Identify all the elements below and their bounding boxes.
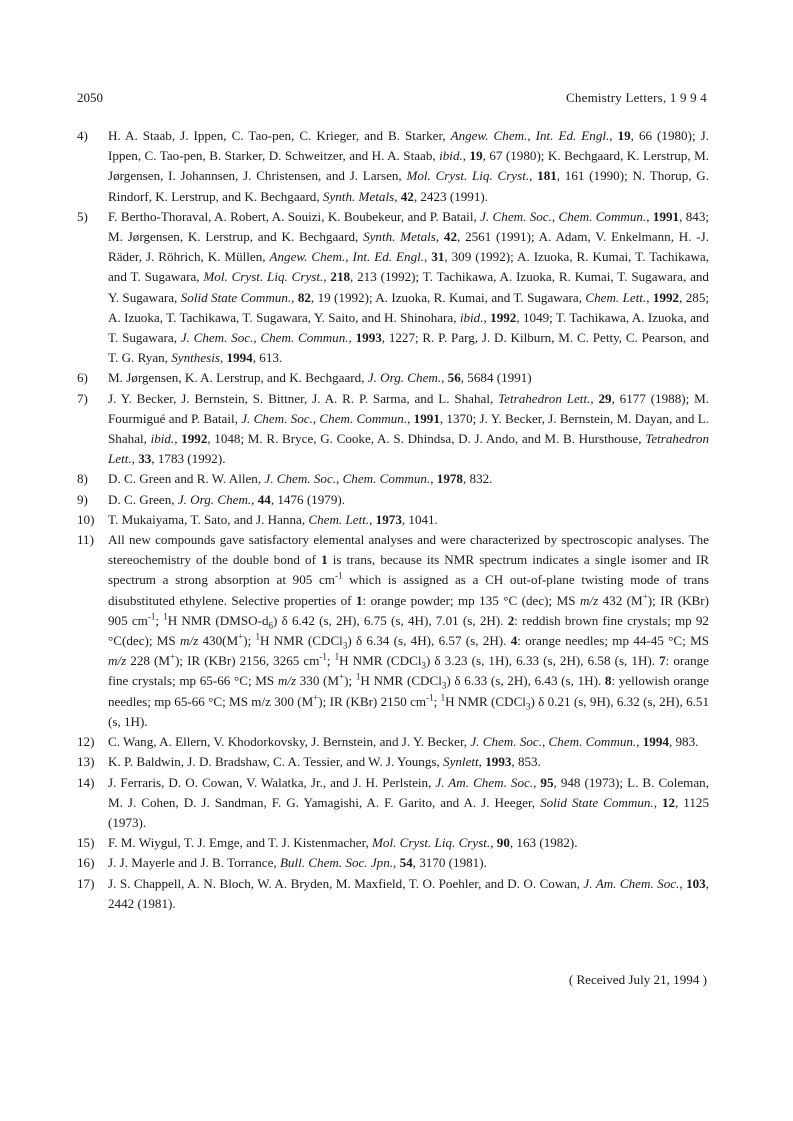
reference-segment: 218 <box>330 269 351 285</box>
reference-segment: + <box>339 672 345 683</box>
reference-segment: , <box>174 431 182 447</box>
reference-segment: , <box>430 471 437 487</box>
reference-segment: , 2442 (1981). <box>108 875 709 911</box>
reference-number: 15) <box>77 835 95 851</box>
reference-segment: ; <box>326 653 335 669</box>
reference-segment: , <box>441 370 448 386</box>
reference-segment: : yellowish orange needles; mp 65-66 °C; MS m/z 300 (M <box>108 673 709 709</box>
reference-segment: -1 <box>147 611 156 622</box>
reference-segment: 56 <box>447 370 461 386</box>
reference-segment: 3 <box>525 701 531 712</box>
reference-text <box>108 833 709 853</box>
reference-segment: ); <box>344 673 356 689</box>
reference-segment: , 285; A. Izuoka, T. Tachikawa, T. Sugawara, Y. Saito, and H. Shinohara, <box>108 289 710 325</box>
reference-number: 14) <box>77 774 95 790</box>
reference-segment: ; <box>155 612 164 628</box>
reference-segment: 4 <box>510 633 518 649</box>
reference-segment: 7 <box>659 653 666 669</box>
reference-segment: 181 <box>537 168 557 184</box>
reference-segment: , <box>646 289 653 305</box>
reference-segment: 8 <box>604 673 612 689</box>
reference-segment: , <box>590 390 599 406</box>
reference-segment: Synthesis <box>171 350 220 366</box>
reference-segment: is trans, because its NMR spectrum indicates a single isomer and IR spectrum a strong absorption at 905 cm <box>108 552 709 588</box>
reference-segment: 1991 <box>413 410 440 426</box>
reference-segment: , 983. <box>668 734 699 750</box>
reference-text <box>108 490 709 510</box>
reference-segment: 1994 <box>642 734 669 750</box>
reference-segment: T. Mukaiyama, T. Sato, and J. Hanna, <box>108 511 309 527</box>
reference-segment: -1 <box>426 692 434 703</box>
reference-segment: 42 <box>443 229 458 245</box>
reference-segment: 430(M <box>198 633 239 649</box>
reference-segment: 1993 <box>485 754 512 770</box>
reference-segment: J. Chem. Soc., Chem. Commun. <box>241 410 408 426</box>
reference-segment: ); IR (KBr) 2150 cm <box>318 693 427 709</box>
reference-segment: , <box>462 148 470 164</box>
reference-item <box>77 732 709 752</box>
reference-segment: , 3170 (1981). <box>412 855 487 871</box>
reference-segment: -1 <box>334 571 343 582</box>
reference-segment: C. Wang, A. Ellern, V. Khodorkovsky, J. Bernstein, and J. Y. Becker, <box>108 734 471 750</box>
reference-number: 16) <box>77 855 95 871</box>
reference-segment: H NMR (CDCl <box>339 653 422 669</box>
reference-segment: ) δ 6.34 (s, 4H), 6.57 (s, 2H). <box>347 633 511 649</box>
page-number: 2050 <box>77 90 103 105</box>
reference-segment: Chem. Lett. <box>585 289 647 305</box>
reference-segment: 1992 <box>181 431 208 447</box>
reference-segment: J. Am. Chem. Soc. <box>435 774 534 790</box>
reference-segment: 3 <box>441 681 447 692</box>
reference-segment: , 853. <box>511 754 541 770</box>
reference-segment: , 213 (1992); T. Tachikawa, A. Izuoka, R. Kumai, T. Sugawara, and Y. Sugawara, <box>108 269 709 305</box>
reference-item <box>77 490 709 510</box>
reference-segment: 29 <box>598 390 612 406</box>
reference-segment: 44 <box>257 491 271 507</box>
reference-segment: 33 <box>138 451 152 467</box>
reference-segment: 1 <box>355 592 363 608</box>
reference-segment: , <box>348 330 356 346</box>
reference-item <box>77 510 709 530</box>
reference-segment: Mol. Cryst. Liq. Cryst. <box>406 168 530 184</box>
reference-segment: , 2561 (1991); A. Adam, V. Enkelmann, H. -J. Räder, J. Röhrich, K. Müllen, <box>108 229 710 265</box>
reference-text <box>108 510 709 530</box>
reference-segment: 90 <box>496 835 510 851</box>
reference-segment: J. J. Mayerle and J. B. Torrance, <box>108 855 280 871</box>
reference-number: 11) <box>77 532 94 548</box>
reference-segment: Tetrahedron Lett. <box>108 431 710 467</box>
reference-segment: 2 <box>507 612 515 628</box>
reference-segment: 19 <box>617 128 631 143</box>
reference-segment: , 66 (1980); J. Ippen, C. Tao-pen, B. Starker, D. Schweitzer, and H. A. Staab, <box>108 128 709 164</box>
reference-segment: , <box>609 128 618 143</box>
reference-segment: 6 <box>268 620 274 631</box>
reference-segment: J. Ferraris, D. O. Cowan, V. Walatka, Jr., and J. H. Perlstein, <box>108 774 436 790</box>
reference-number: 5) <box>77 208 88 224</box>
reference-number: 8) <box>77 471 88 487</box>
reference-segment: , <box>646 208 653 224</box>
reference-segment: , 1476 (1979). <box>270 491 346 507</box>
reference-item <box>77 126 709 207</box>
reference-item <box>77 530 709 732</box>
reference-text <box>108 752 709 772</box>
reference-segment: , <box>323 269 331 285</box>
reference-segment: , 2423 (1991). <box>413 188 489 204</box>
reference-number: 17) <box>77 875 95 891</box>
reference-segment: Mol. Cryst. Liq. Cryst. <box>203 269 324 285</box>
reference-segment: , 5684 (1991) <box>460 370 532 386</box>
reference-segment: J. Chem. Soc., Chem. Commun. <box>480 208 647 224</box>
reference-segment: 31 <box>431 249 445 265</box>
reference-segment: ) δ 6.33 (s, 2H), 6.43 (s, 1H). <box>446 673 605 689</box>
reference-segment: , <box>679 875 687 891</box>
reference-segment: , 948 (1973); L. B. Coleman, M. J. Cohen, D. J. Sandman, F. G. Yamagishi, A. F. Garito, and A. J. Heeger, <box>108 774 709 810</box>
reference-item <box>77 773 709 834</box>
reference-segment: 42 <box>400 188 414 204</box>
reference-segment: K. P. Baldwin, J. D. Bradshaw, C. A. Tessier, and W. J. Youngs, <box>108 754 444 770</box>
reference-segment: m/z <box>579 592 599 608</box>
reference-segment: , 1783 (1992). <box>151 451 226 467</box>
reference-segment: m/z <box>277 673 297 689</box>
reference-segment: 432 (M <box>598 592 643 608</box>
reference-segment: H. A. Staab, J. Ippen, C. Tao-pen, C. Krieger, and B. Starker, <box>108 128 451 143</box>
reference-segment: , 1370; J. Y. Becker, J. Bernstein, M. Dayan, and L. Shahal, <box>108 410 709 447</box>
reference-segment: Tetrahedron Lett. <box>498 390 591 406</box>
reference-segment: , <box>407 410 414 426</box>
reference-segment: , 613. <box>252 350 283 366</box>
reference-segment: , 843; M. Jørgensen, K. Lerstrup, and K. Bechgaard, <box>108 208 710 245</box>
reference-segment: , <box>393 855 400 871</box>
reference-segment: : orange fine crystals; mp 65-66 °C; MS <box>108 653 709 689</box>
reference-segment: D. C. Green and R. W. Allen, <box>108 471 265 487</box>
reference-text <box>108 732 709 752</box>
reference-segment: , 161 (1990); N. Thorup, G. Rindorf, K. Lerstrup, and K. Bechgaard, <box>108 168 710 204</box>
reference-text <box>108 853 709 873</box>
reference-segment: 1991 <box>652 208 680 224</box>
reference-segment: H NMR (CDCl <box>445 693 526 709</box>
reference-segment: , <box>369 511 376 527</box>
journal-title: Chemistry Letters, 1 9 9 4 <box>566 90 707 105</box>
reference-segment: , 1227; R. P. Parg, J. D. Kilburn, M. C. Petty, C. Pearson, and T. G. Ryan, <box>108 330 709 366</box>
reference-segment: ) δ 0.21 (s, 9H), 6.32 (s, 2H), 6.51 (s, 1H). <box>108 693 710 729</box>
reference-segment: J. S. Chappell, A. N. Bloch, W. A. Bryden, M. Maxfield, T. O. Poehler, and D. O. Cowan, <box>108 875 584 891</box>
reference-segment: Chem. Lett. <box>308 511 370 527</box>
reference-segment: 82 <box>297 289 311 305</box>
reference-segment: -1 <box>319 651 327 662</box>
reference-segment: ibid. <box>150 431 175 447</box>
reference-segment: Solid State Commun. <box>540 794 654 810</box>
reference-segment: which is assigned as a CH out-of-plane twisting mode of trans disubstituted ethylene. Selective properties of <box>108 572 709 608</box>
reference-text <box>108 126 709 207</box>
reference-segment: 19 <box>469 148 483 164</box>
reference-number: 12) <box>77 734 95 750</box>
reference-segment: ); IR (KBr) 905 cm <box>108 592 709 628</box>
reference-segment: D. C. Green, <box>108 491 178 507</box>
reference-number: 7) <box>77 390 88 406</box>
reference-item <box>77 853 709 873</box>
reference-segment: , 832. <box>462 471 493 487</box>
reference-segment: 1993 <box>355 330 382 346</box>
reference-number: 4) <box>77 128 88 143</box>
reference-segment: , <box>483 309 491 325</box>
reference-segment: J. Am. Chem. Soc. <box>583 875 680 891</box>
reference-segment: H NMR (CDCl <box>360 673 442 689</box>
reference-segment: , <box>478 754 486 770</box>
reference-segment: ); <box>243 633 256 649</box>
reference-segment: Synth. Metals <box>322 188 395 204</box>
reference-segment: , <box>529 168 538 184</box>
reference-segment: 95 <box>540 774 554 790</box>
reference-text <box>108 874 709 914</box>
reference-segment: + <box>642 591 648 602</box>
reference-segment: , <box>653 794 662 810</box>
reference-segment: + <box>169 651 176 662</box>
reference-text <box>108 530 709 732</box>
reference-segment: ) δ 6.42 (s, 2H), 6.75 (s, 4H), 7.01 (s, 2H). <box>273 612 508 628</box>
reference-segment: ); IR (KBr) 2156, 3265 cm <box>175 653 320 669</box>
reference-segment: All new compounds gave satisfactory elemental analyses and were characterized by spectroscopic analyses. The stereochemistry of the double bond of <box>108 532 709 568</box>
reference-segment: Synth. Metals <box>363 229 436 245</box>
reference-segment: , 309 (1992); A. Izuoka, R. Kumai, T. Tachikawa, and T. Sugawara, <box>108 249 709 285</box>
reference-segment: , <box>251 491 258 507</box>
reference-segment: 3 <box>342 640 348 651</box>
reference-segment: , <box>394 188 401 204</box>
reference-segment: J. Chem. Soc., Chem. Commun. <box>264 471 431 487</box>
reference-segment: , 163 (1982). <box>509 835 578 851</box>
reference-segment: 1992 <box>490 309 517 325</box>
reference-segment: M. Jørgensen, K. A. Lerstrup, and K. Bechgaard, <box>108 370 368 386</box>
reference-number: 6) <box>77 370 88 386</box>
reference-segment: , 1049; T. Tachikawa, A. Izuoka, and T. Sugawara, <box>108 309 709 346</box>
reference-segment: 1 <box>355 672 361 683</box>
reference-text <box>108 773 709 834</box>
page-header <box>77 89 707 107</box>
reference-segment: , 67 (1980); K. Bechgaard, K. Lerstrup, M. Jørgensen, I. Johannsen, J. Christensen, and J. Larsen, <box>108 148 710 184</box>
reference-segment: , 19 (1992); A. Izuoka, R. Kumai, and T. Sugawara, <box>310 289 586 305</box>
references-list <box>77 126 709 914</box>
reference-segment: , <box>424 249 432 265</box>
reference-segment: : reddish brown fine crystals; mp 92 °C(dec); MS <box>108 612 709 649</box>
reference-segment: , 1048; M. R. Bryce, G. Cooke, A. S. Dhindsa, D. J. Ando, and M. B. Hursthouse, <box>207 431 646 447</box>
reference-segment: Synlett <box>443 754 479 770</box>
reference-item <box>77 752 709 772</box>
reference-segment: 1 <box>440 692 446 703</box>
reference-segment: 1978 <box>436 471 463 487</box>
reference-segment: ibid. <box>439 148 463 164</box>
reference-text <box>108 389 709 470</box>
reference-segment: 1973 <box>375 511 402 527</box>
reference-segment: , <box>219 350 227 366</box>
reference-text <box>108 368 709 388</box>
reference-segment: Angew. Chem., Int. Ed. Engl. <box>269 249 425 265</box>
reference-number: 9) <box>77 491 88 507</box>
reference-number: 10) <box>77 511 95 527</box>
reference-segment: 12 <box>661 794 676 810</box>
reference-segment: , <box>533 774 541 790</box>
reference-segment: , <box>131 451 139 467</box>
reference-segment: m/z <box>180 633 199 649</box>
reference-text <box>108 207 709 369</box>
reference-item <box>77 874 709 914</box>
reference-segment: Bull. Chem. Soc. Jpn. <box>279 855 394 871</box>
reference-segment: 1994 <box>226 350 253 366</box>
reference-segment: F. M. Wiygul, T. J. Emge, and T. J. Kistenmacher, <box>108 835 372 851</box>
reference-segment: 1 <box>163 611 168 622</box>
reference-segment: + <box>313 692 319 703</box>
reference-segment: , 1041. <box>401 511 438 527</box>
reference-segment: 1 <box>255 631 261 642</box>
reference-segment: J. Org. Chem. <box>367 370 442 386</box>
reference-segment: 1 <box>321 552 328 568</box>
reference-segment: : orange powder; mp 135 °C (dec); MS <box>362 592 580 608</box>
reference-segment: H NMR (DMSO-d <box>167 612 269 628</box>
reference-segment: ibid. <box>459 309 484 325</box>
reference-item <box>77 368 709 388</box>
reference-segment: J. Y. Becker, J. Bernstein, S. Bittner, J. A. R. P. Sarma, and L. Shahal, <box>108 390 499 406</box>
reference-segment: Solid State Commun. <box>180 289 292 305</box>
reference-segment: 1992 <box>652 289 680 305</box>
reference-segment: 3 <box>421 660 426 671</box>
reference-segment: : orange needles; mp 44-45 °C; MS <box>517 633 709 649</box>
reference-text <box>108 469 709 489</box>
reference-segment: 228 (M <box>126 653 170 669</box>
reference-segment: 1 <box>334 651 340 662</box>
reference-segment: 54 <box>399 855 413 871</box>
reference-segment: Mol. Cryst. Liq. Cryst. <box>372 835 491 851</box>
reference-item <box>77 207 709 369</box>
reference-segment: F. Bertho-Thoraval, A. Robert, A. Souizi, K. Boubekeur, and P. Batail, <box>108 208 481 224</box>
reference-segment: , <box>435 229 444 245</box>
reference-item <box>77 389 709 470</box>
reference-segment: , <box>291 289 298 305</box>
reference-segment: J. Chem. Soc., Chem. Commun. <box>470 734 637 750</box>
received-date: ( Received July 21, 1994 ) <box>568 972 707 987</box>
reference-segment: 330 (M <box>296 673 340 689</box>
reference-number: 13) <box>77 754 95 770</box>
reference-segment: , 1125 (1973). <box>108 794 710 830</box>
reference-segment: , <box>636 734 643 750</box>
reference-segment: ) δ 3.23 (s, 1H), 6.33 (s, 2H), 6.58 (s, 1H). <box>425 653 660 669</box>
reference-segment: 103 <box>686 875 706 891</box>
reference-segment: , 6177 (1988); M. Fourmigué and P. Batail, <box>108 390 709 426</box>
reference-segment: , <box>490 835 497 851</box>
reference-segment: m/z <box>108 653 127 669</box>
reference-segment: Angew. Chem., Int. Ed. Engl. <box>450 128 610 143</box>
reference-item <box>77 469 709 489</box>
reference-segment: H NMR (CDCl <box>260 633 343 649</box>
reference-segment: J. Org. Chem. <box>177 491 252 507</box>
reference-segment: + <box>238 631 244 642</box>
reference-segment: J. Chem. Soc., Chem. Commun. <box>180 330 349 346</box>
reference-item <box>77 833 709 853</box>
reference-segment: ; <box>433 693 441 709</box>
